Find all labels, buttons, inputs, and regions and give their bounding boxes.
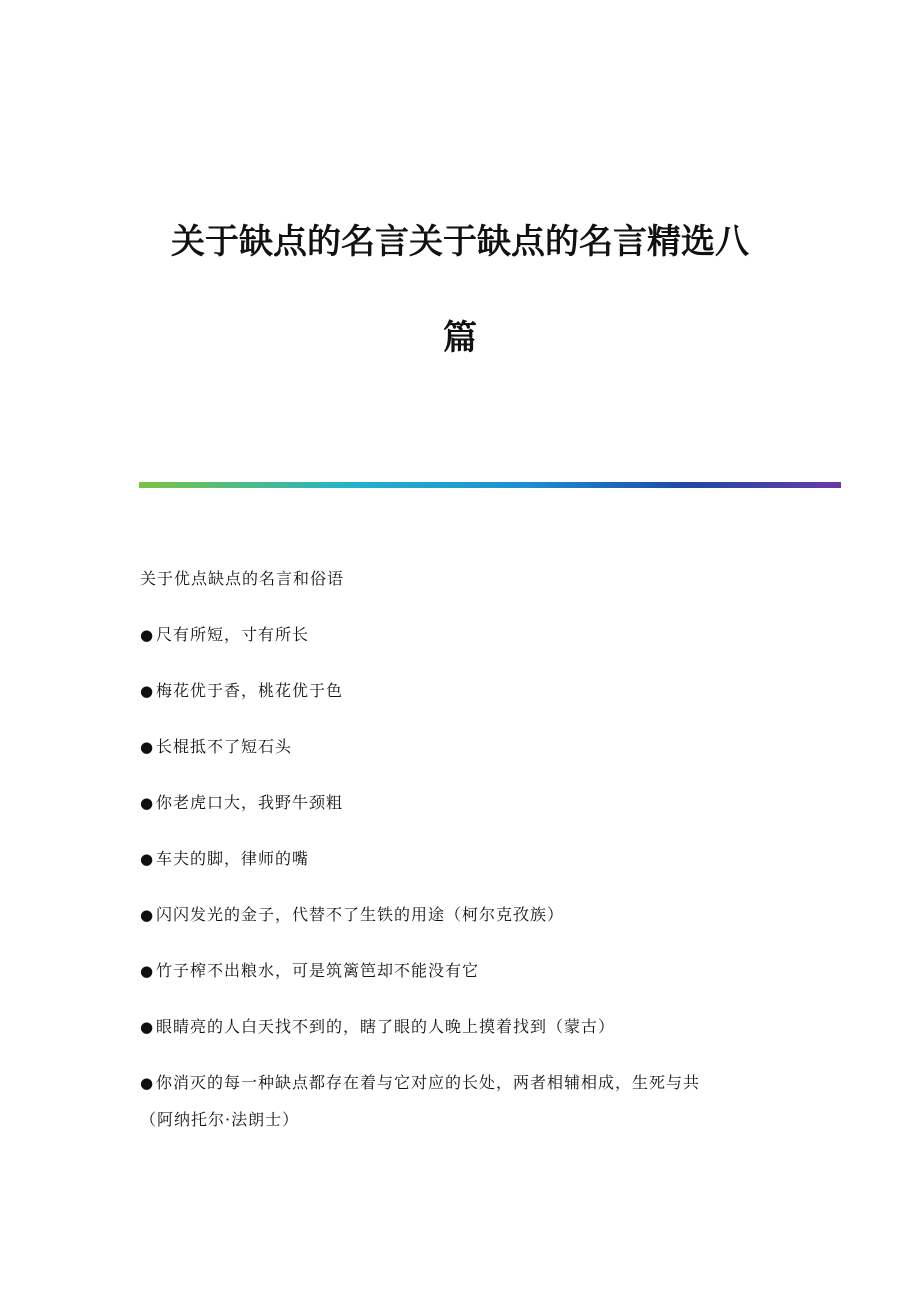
bullet-icon: ● — [140, 850, 155, 868]
list-item — [140, 1016, 840, 1038]
list-item-text: 眼睛亮的人白天找不到的，瞎了眼的人晚上摸着找到（蒙古） — [156, 1017, 616, 1036]
bullet-icon: ● — [140, 682, 155, 700]
list-item-text: 你消灭的每一种缺点都存在着与它对应的长处，两者相辅相成，生死与共 — [156, 1073, 701, 1092]
bullet-icon: ● — [140, 794, 155, 812]
list-item — [140, 792, 840, 814]
list-item-text: 竹子榨不出粮水，可是筑篱笆却不能没有它 — [156, 961, 480, 980]
document-title: 关于缺点的名言关于缺点的名言精选八 — [171, 222, 749, 262]
bullet-icon: ● — [140, 1074, 155, 1092]
document-title-continuation: 篇 — [443, 318, 477, 358]
section-heading: 关于优点缺点的名言和俗语 — [140, 569, 345, 588]
bullet-icon: ● — [140, 1018, 155, 1036]
list-item — [140, 680, 840, 702]
list-item-text: 梅花优于香，桃花优于色 — [156, 681, 344, 700]
list-item-text: 闪闪发光的金子，代替不了生铁的用途（柯尔克孜族） — [156, 905, 565, 924]
list-item-text: 尺有所短，寸有所长 — [156, 625, 310, 644]
list-item-text: 车夫的脚，律师的嘴 — [156, 849, 310, 868]
list-item — [140, 960, 840, 982]
list-item — [140, 904, 840, 926]
list-item-text: 你老虎口大，我野牛颈粗 — [156, 793, 344, 812]
list-item-text: 长棍抵不了短石头 — [156, 737, 293, 756]
list-item — [140, 1072, 840, 1094]
document-body — [140, 568, 840, 1165]
bullet-icon: ● — [140, 626, 155, 644]
list-item — [140, 624, 840, 646]
list-item-continuation: （阿纳托尔·法朗士） — [140, 1110, 300, 1129]
gradient-divider — [139, 482, 841, 488]
list-item — [140, 736, 840, 758]
bullet-icon: ● — [140, 962, 155, 980]
bullet-icon: ● — [140, 738, 155, 756]
bullet-icon: ● — [140, 906, 155, 924]
list-item — [140, 848, 840, 870]
